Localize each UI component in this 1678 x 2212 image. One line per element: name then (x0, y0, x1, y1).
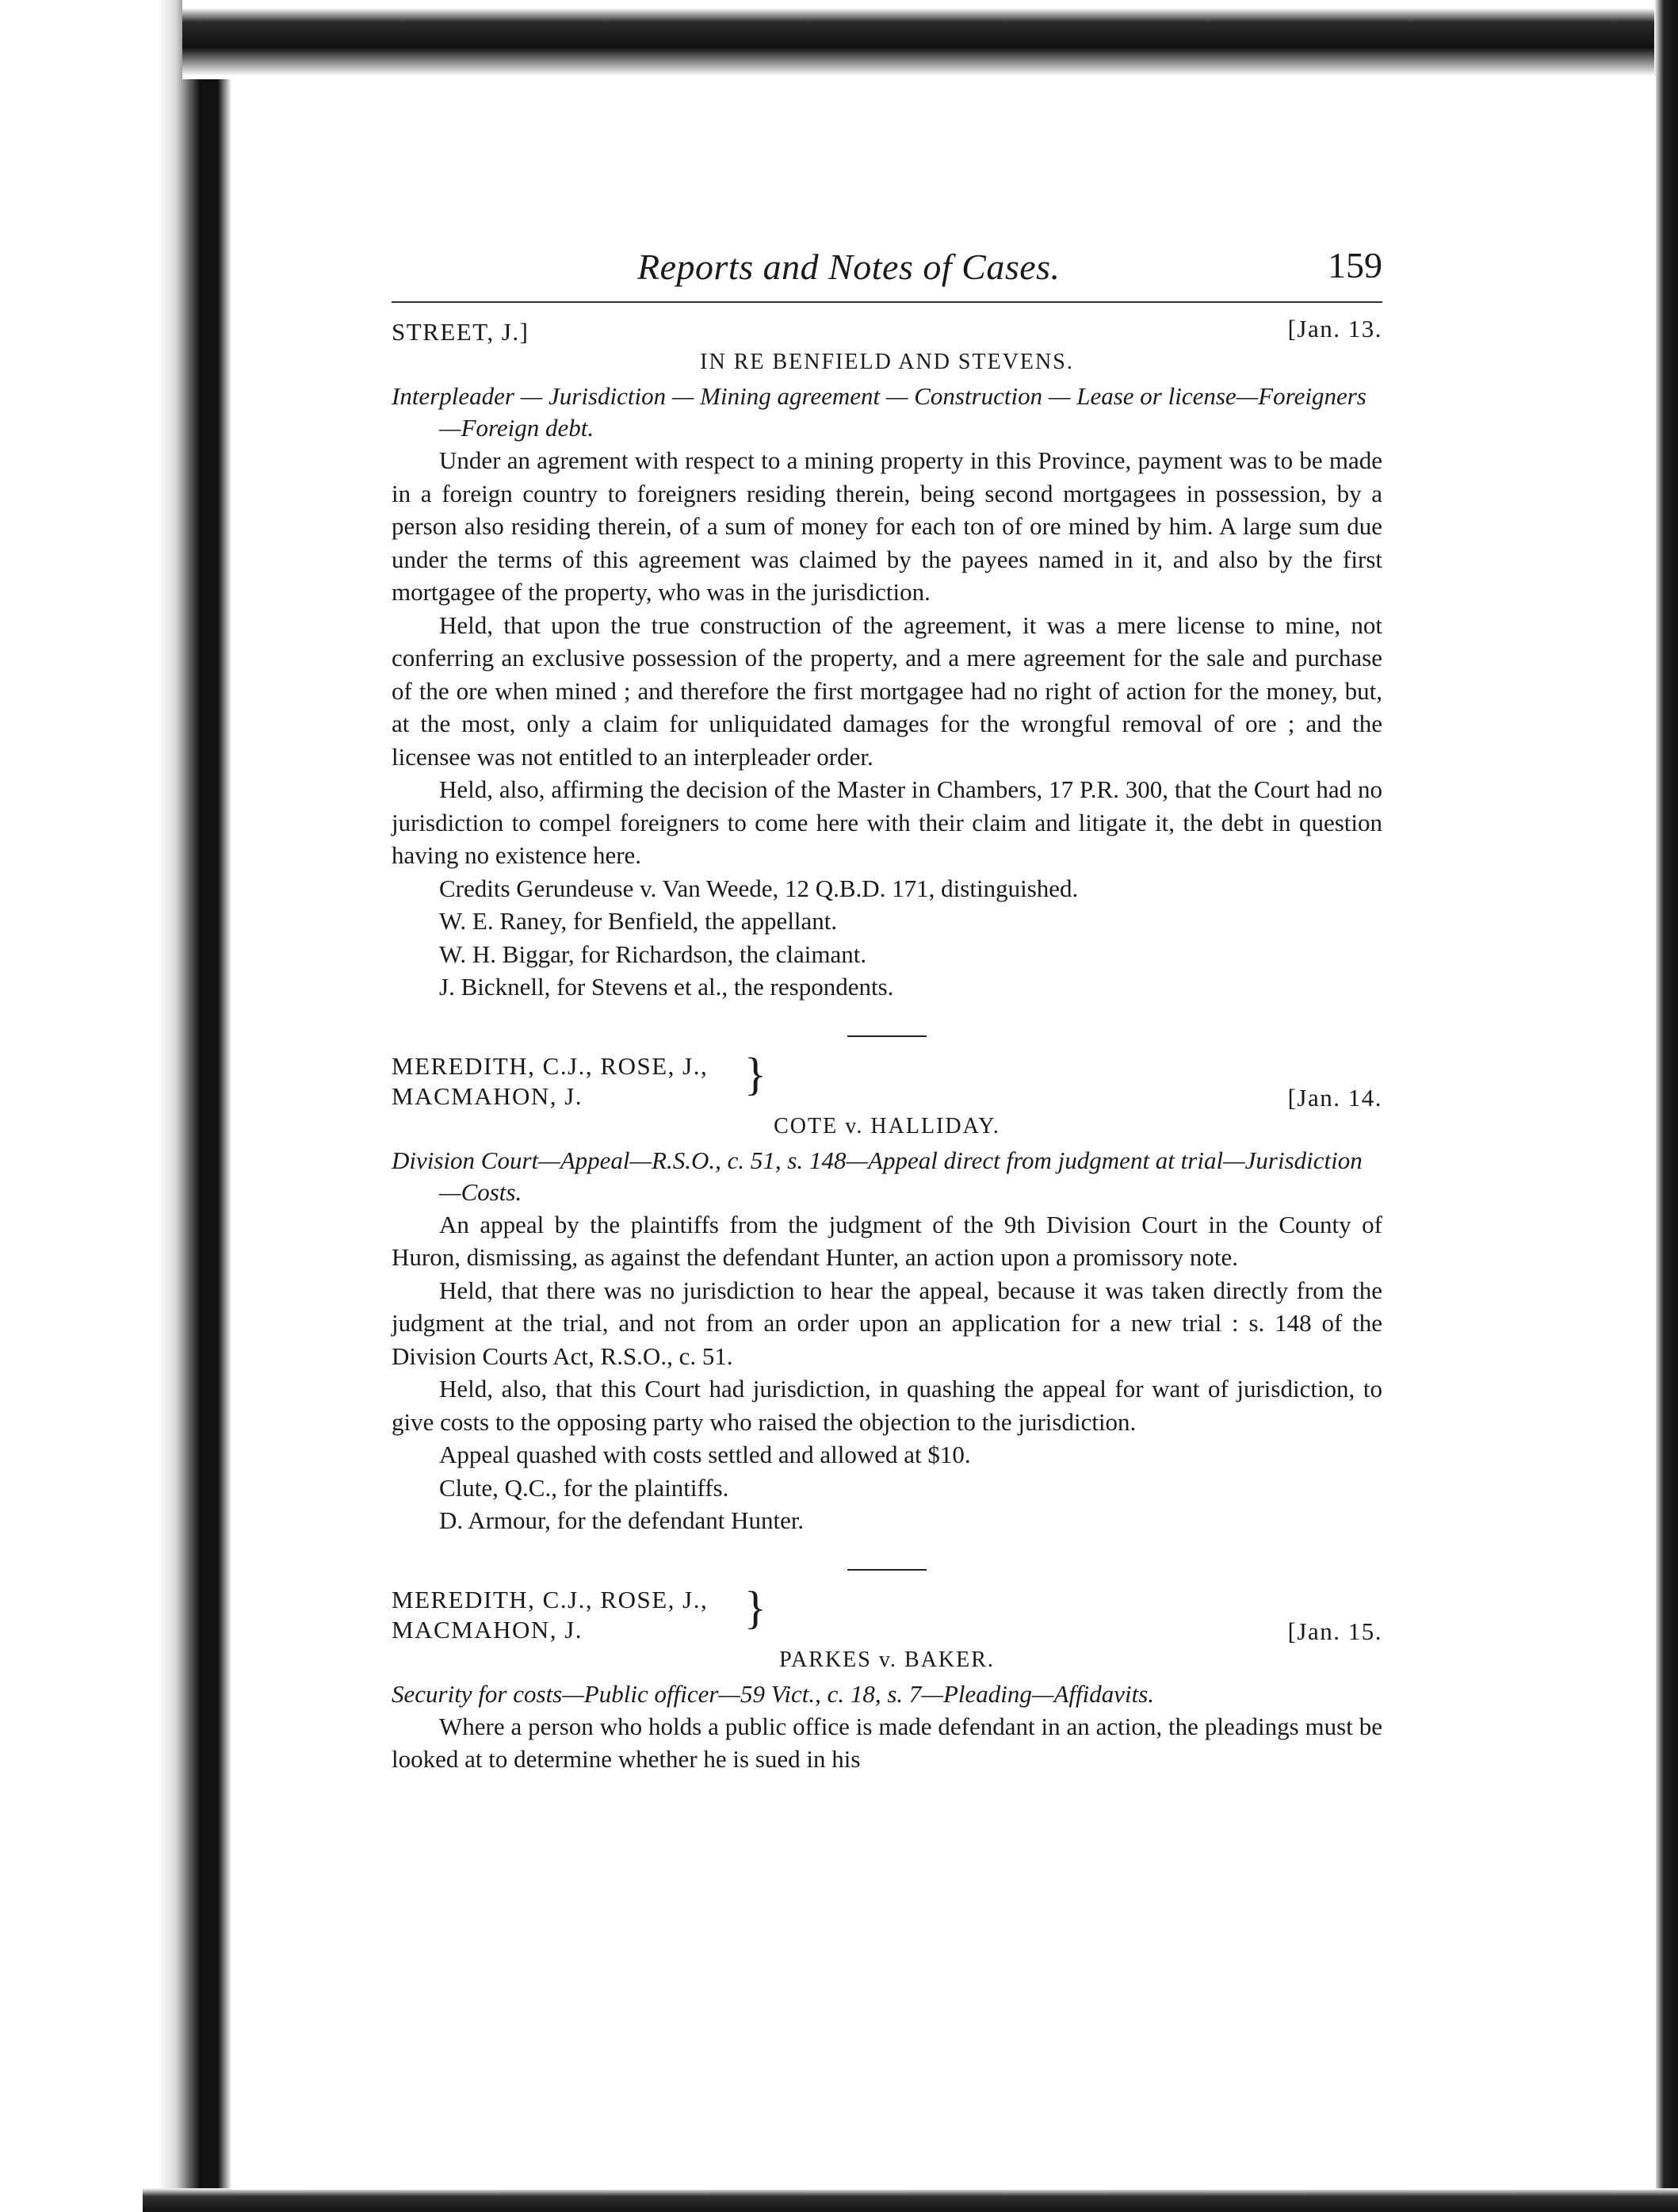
running-head (392, 238, 1382, 303)
disposition-line: Appeal quashed with costs settled and allowed at $10. (439, 1441, 971, 1468)
citation-line: Credits Gerundeuse v. Van Weede, 12 Q.B.D. 171, distinguished. (439, 874, 1079, 902)
running-title: Reports and Notes of Cases. (637, 247, 1061, 287)
held-paragraph: Held, also, affirming the decision of the Master in Chambers, 17 P.R. 300, that the Court had no jurisdiction to compel foreigners to come here with their claim and litigate it, the debt in question having no existence here. (392, 775, 1382, 869)
judges: MACMAHON, J. (392, 1081, 583, 1110)
scan-border-right (1654, 0, 1678, 2212)
counsel-line: D. Armour, for the defendant Hunter. (439, 1506, 805, 1534)
held-paragraph: Held, that upon the true construction of the agreement, it was a mere license to mine, not conferring an exclusive possession of the property, and a mere agreement for the sale and purchase of the ore when mined ; and therefore the first mortgagee had no right of action for the money, but, at the most, only a claim for unliquidated damages for the wrongful removal of ore ; and the licensee was not entitled to an interpleader order. (392, 610, 1382, 771)
case-date: [Jan. 15. (1287, 1617, 1382, 1645)
case-title: COTE v. HALLIDAY. (774, 1113, 1000, 1139)
page-content (392, 238, 1382, 1776)
case-report (392, 1047, 1382, 1537)
case-date: [Jan. 14. (1287, 1083, 1382, 1112)
counsel-line: J. Bicknell, for Stevens et al., the respondents. (439, 973, 894, 1001)
headnote-paragraph: Under an agrement with respect to a mining property in this Province, payment was to be made in a foreign country to foreigners residing therein, being second mortgagees in possession, by a person also residing therein, of a sum of money for each ton of ore mined by him. A large sum due under the terms of this agreement was claimed by the payees named in it, and also by the first mortgagee of the property, who was in the jurisdiction. (392, 446, 1382, 606)
catchwords: Division Court—Appeal—R.S.O., c. 51, s. 148—Appeal direct from judgment at trial—Jurisdiction—Costs. (392, 1146, 1363, 1206)
section-divider (847, 1035, 927, 1037)
case-date: [Jan. 13. (1287, 315, 1382, 343)
section-divider (847, 1569, 927, 1571)
scan-border-left (0, 0, 254, 2212)
counsel-line: Clute, Q.C., for the plaintiffs. (439, 1473, 729, 1502)
judges: MEREDITH, C.J., ROSE, J., (392, 1051, 709, 1080)
bench-line (392, 317, 1382, 347)
brace-glyph: } (744, 1047, 768, 1100)
counsel-line: W. H. Biggar, for Richardson, the claimant. (439, 940, 867, 968)
judges: MEREDITH, C.J., ROSE, J., (392, 1585, 709, 1613)
headnote-paragraph: Where a person who holds a public office is made defendant in an action, the pleadings must be looked at to determine whether he is sued in his (392, 1712, 1382, 1773)
case-report (392, 317, 1382, 1004)
counsel-line: W. E. Raney, for Benfield, the appellant. (439, 907, 838, 935)
headnote-paragraph: An appeal by the plaintiffs from the judgment of the 9th Division Court in the County of Huron, dismissing, as against the defendant Hunter, an action upon a promissory note. (392, 1210, 1382, 1271)
catchwords: Interpleader — Jurisdiction — Mining agreement — Construction — Lease or license—Foreigners—Foreign debt. (392, 382, 1366, 442)
judges: STREET, J.] (392, 318, 529, 346)
page-number: 159 (1328, 245, 1382, 285)
judges: MACMAHON, J. (392, 1615, 583, 1644)
scan-border-top (182, 0, 1678, 79)
case-report (392, 1581, 1382, 1776)
bench-line (392, 1581, 1382, 1645)
brace-glyph: } (744, 1581, 768, 1633)
scan-border-bottom (143, 2188, 1678, 2212)
catchwords: Security for costs—Public officer—59 Vict., c. 18, s. 7—Pleading—Affidavits. (392, 1679, 1155, 1708)
case-title: IN RE BENFIELD AND STEVENS. (700, 350, 1074, 374)
bench-line (392, 1047, 1382, 1112)
case-title: PARKES v. BAKER. (779, 1647, 995, 1672)
held-paragraph: Held, also, that this Court had jurisdiction, in quashing the appeal for want of jurisdiction, to give costs to the opposing party who raised the objection to the jurisdiction. (392, 1375, 1382, 1436)
held-paragraph: Held, that there was no jurisdiction to hear the appeal, because it was taken directly from the judgment at the trial, and not from an order upon an application for a new trial : s. 148 of the Division Courts Act, R.S.O., c. 51. (392, 1276, 1382, 1370)
